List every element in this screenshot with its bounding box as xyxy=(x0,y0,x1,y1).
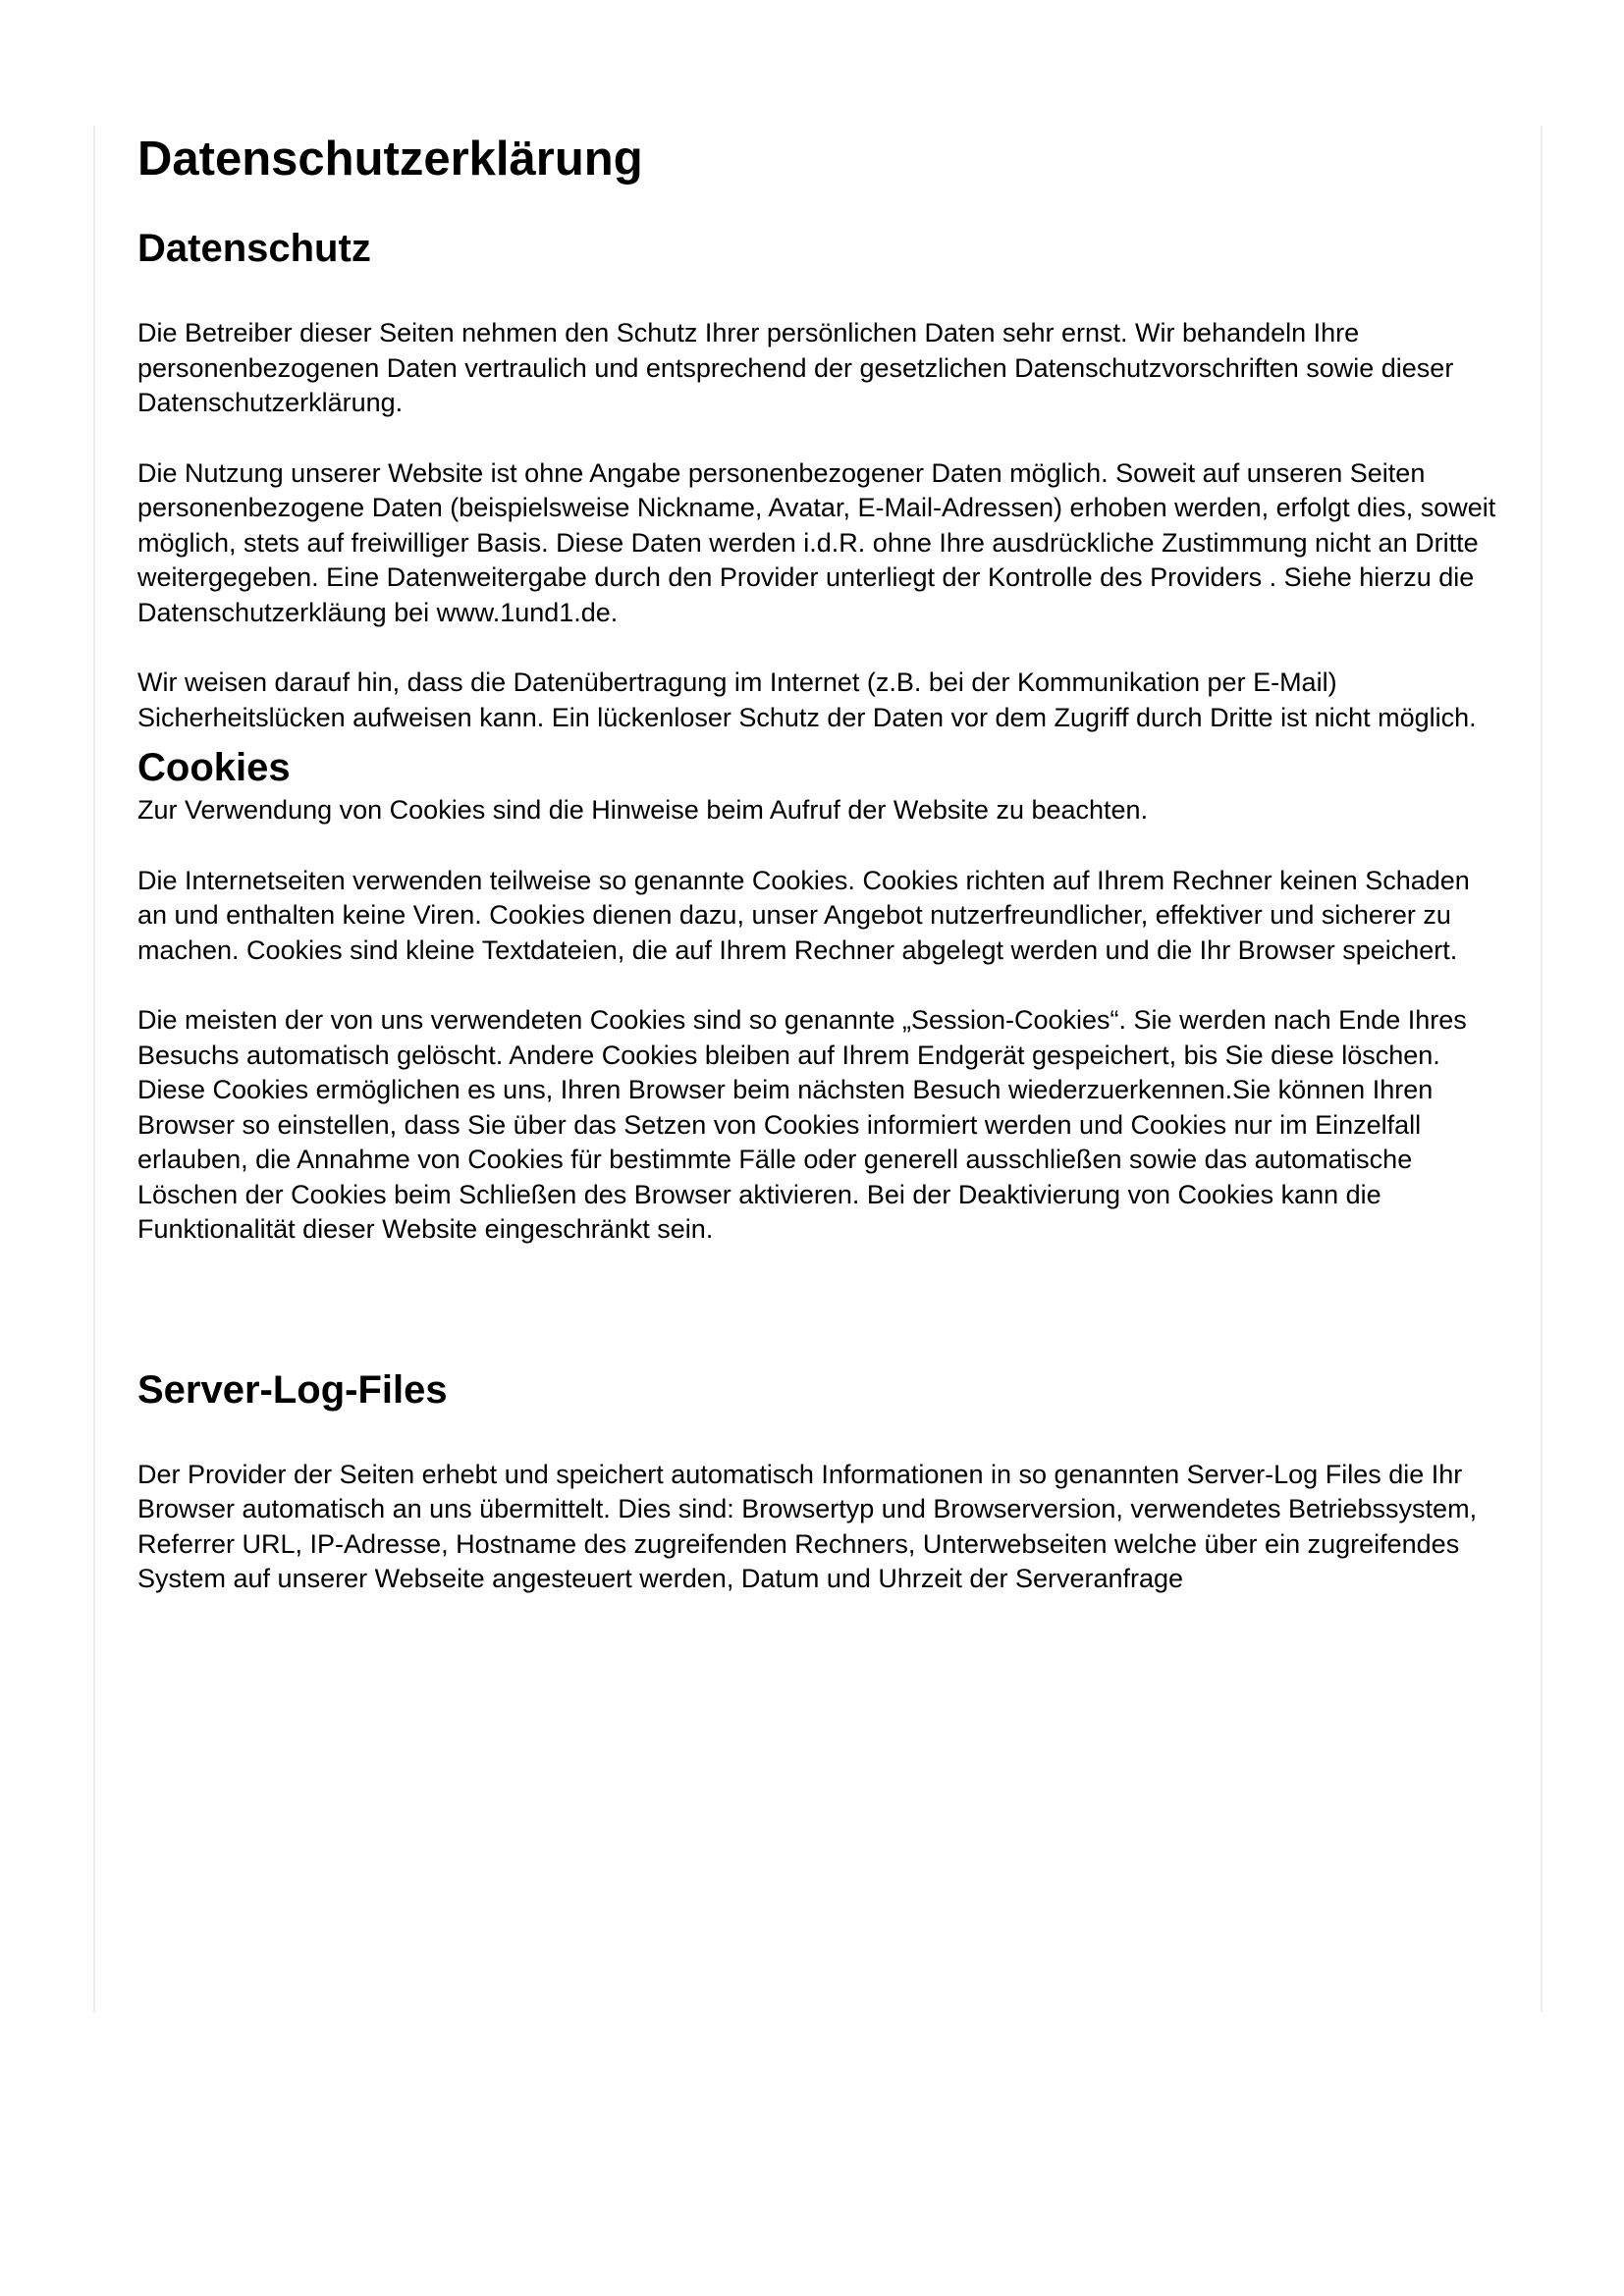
document-body xyxy=(137,126,1502,1597)
section-heading-server-log-files: Server-Log-Files xyxy=(137,1367,448,1412)
paragraph: Die meisten der von uns verwendeten Cookies sind so genannte „Session-Cookies“. Sie werden nach Ende Ihres Besuchs automatisch gelöscht. Andere Cookies bleiben auf Ihrem Endgerät gespeichert, bis Sie diese löschen. Diese Cookies ermöglichen es uns, Ihren Browser beim nächsten Besuch wiederzuerkennen.Sie können Ihren Browser so einstellen, dass Sie über das Setzen von Cookies informiert werden und Cookies nur im Einzelfall erlauben, die Annahme von Cookies für bestimmte Fälle oder generell ausschließen sowie das automatische Löschen der Cookies beim Schließen des Browser aktivieren. Bei der Deaktivierung von Cookies kann die Funktionalität dieser Website eingeschränkt sein. xyxy=(137,1005,1467,1244)
paragraph: Die Internetseiten verwenden teilweise so genannte Cookies. Cookies richten auf Ihrem Rechner keinen Schaden an und enthalten keine Viren. Cookies dienen dazu, unser Angebot nutzerfreundlicher, effektiver und sicherer zu machen. Cookies sind kleine Textdateien, die auf Ihrem Rechner abgelegt werden und die Ihr Browser speichert. xyxy=(137,865,1470,965)
paragraph: Der Provider der Seiten erhebt und speichert automatisch Informationen in so genannten Server-Log Files die Ihr Browser automatisch an uns übermittelt. Dies sind: Browsertyp und Browserversion, verwendetes Betriebssystem, Referrer URL, IP-Adresse, Hostname des zugreifenden Rechners, Unterwebseiten welche über ein zugreifendes System auf unserer Webseite angesteuert werden, Datum und Uhrzeit der Serveranfrage xyxy=(137,1459,1478,1593)
section-heading-cookies: Cookies xyxy=(137,746,291,789)
section-heading-datenschutz: Datenschutz xyxy=(137,227,371,270)
paragraph: Wir weisen darauf hin, dass die Datenübertragung im Internet (z.B. bei der Kommunikation per E-Mail) Sicherheitslücken aufweisen kann. Ein lückenloser Schutz der Daten vor dem Zugriff durch Dritte ist nicht möglich. xyxy=(137,667,1477,732)
paragraph: Die Betreiber dieser Seiten nehmen den Schutz Ihrer persönlichen Daten sehr ernst. Wir behandeln Ihre personenbezogenen Daten vertraulich und entsprechend der gesetzlichen Datenschutzvorschriften sowie dieser Datenschutzerklärung. xyxy=(137,318,1454,417)
paragraph: Zur Verwendung von Cookies sind die Hinweise beim Aufruf der Website zu beachten. xyxy=(137,795,1149,825)
paragraph: Die Nutzung unserer Website ist ohne Angabe personenbezogener Daten möglich. Soweit auf unseren Seiten personenbezogene Daten (beispielsweise Nickname, Avatar, E-Mail-Adressen) erhoben werden, erfolgt dies, soweit möglich, stets auf freiwilliger Basis. Diese Daten werden i.d.R. ohne Ihre ausdrückliche Zustimmung nicht an Dritte weitergegeben. Eine Datenweitergabe durch den Provider unterliegt der Kontrolle des Providers . Siehe hierzu die Datenschutzerkläung bei www.1und1.de. xyxy=(137,457,1496,627)
page-title: Datenschutzerklärung xyxy=(137,133,643,186)
